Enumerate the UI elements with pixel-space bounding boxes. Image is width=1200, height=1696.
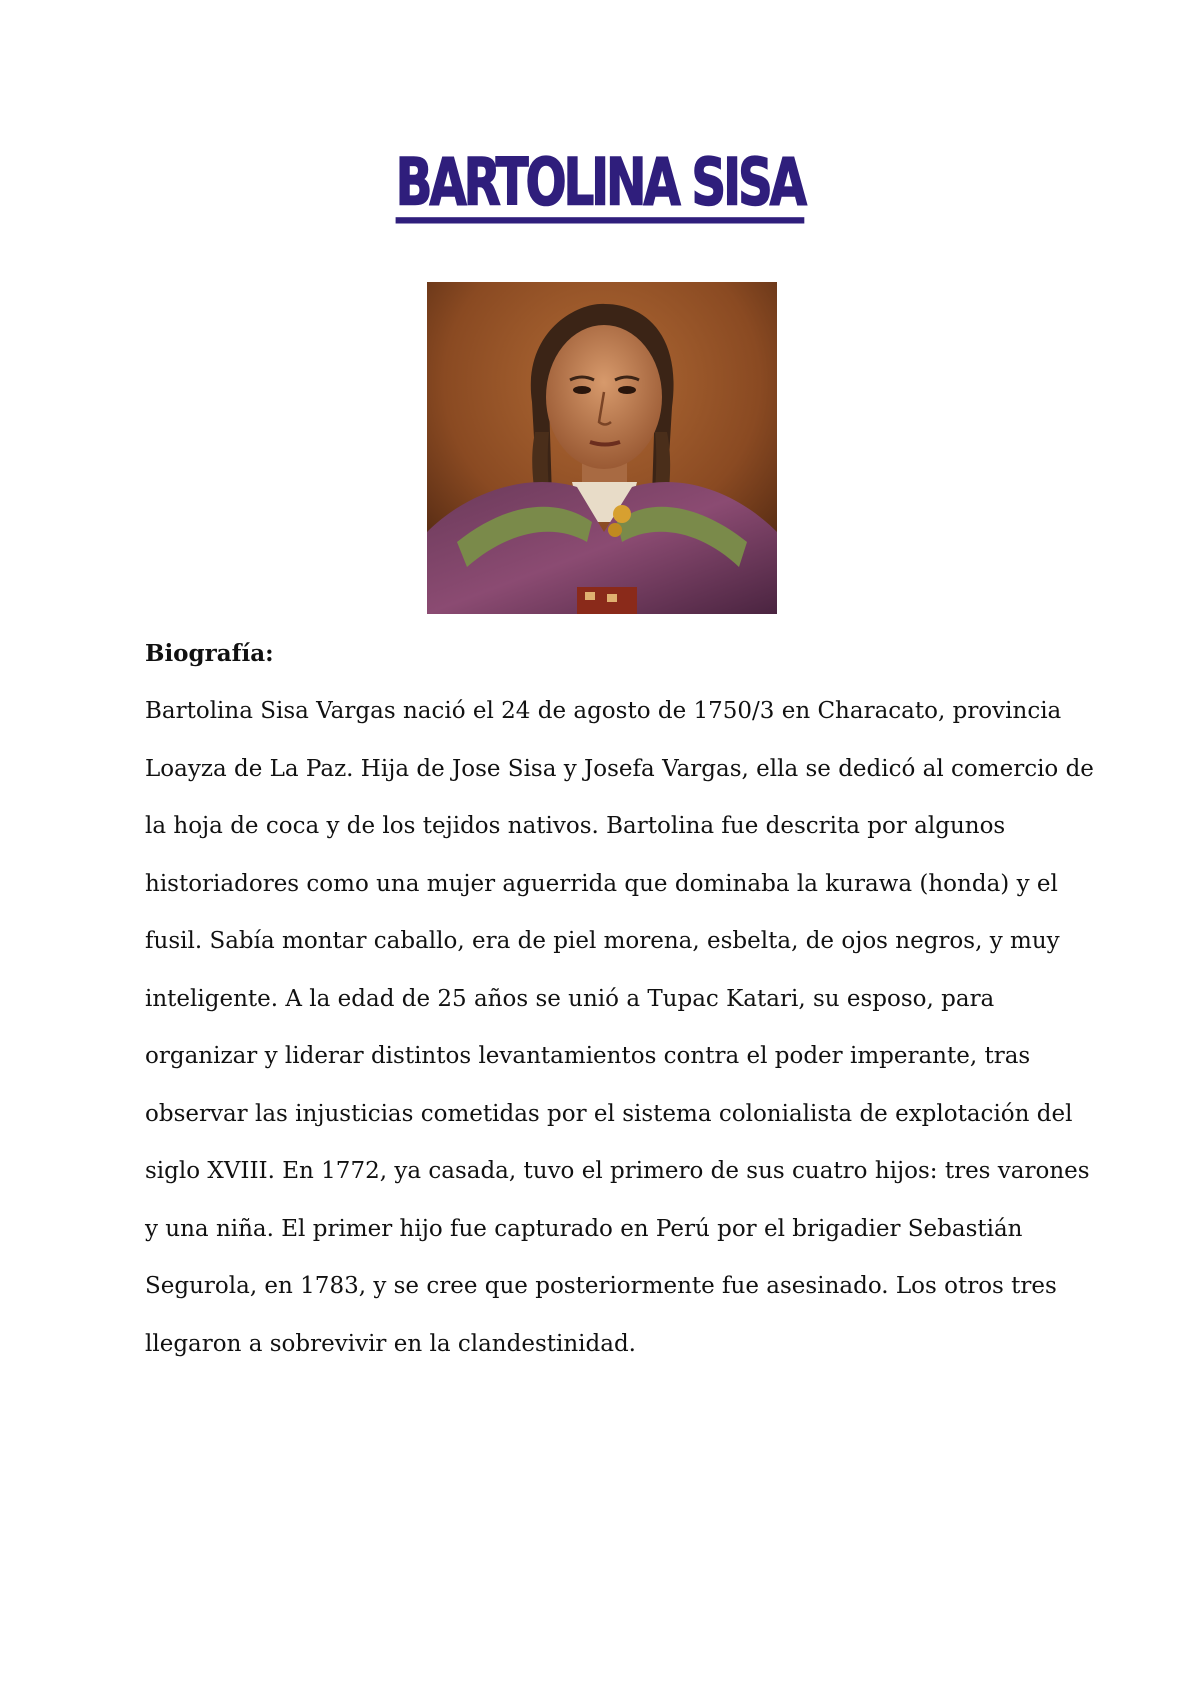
paragraph-line: y una niña. El primer hijo fue capturado en Perú por el brigadier Sebastián bbox=[145, 1215, 1023, 1242]
paragraph-line: historiadores como una mujer aguerrida que dominaba la kurawa (honda) y el bbox=[145, 870, 1058, 897]
paragraph-line: Bartolina Sisa Vargas nació el 24 de agosto de 1750/3 en Characato, provincia bbox=[145, 698, 1062, 724]
paragraph-line: Loayza de La Paz. Hija de Jose Sisa y Josefa Vargas, ella se dedicó al comercio de bbox=[145, 755, 1094, 782]
paragraph-line: siglo XVIII. En 1772, ya casada, tuvo el primero de sus cuatro hijos: tres varones bbox=[145, 1158, 1090, 1184]
paragraph-line: la hoja de coca y de los tejidos nativos. Bartolina fue descrita por algunos bbox=[145, 813, 1006, 839]
paragraph-line: Segurola, en 1783, y se cree que posteriormente fue asesinado. Los otros tres bbox=[145, 1273, 1057, 1299]
document-title-text: BARTOLINA SISA bbox=[396, 150, 804, 224]
document-title bbox=[0, 143, 1200, 221]
paragraph-line: organizar y liderar distintos levantamientos contra el poder imperante, tras bbox=[145, 1043, 1031, 1069]
biography-paragraph bbox=[145, 688, 1094, 1378]
biography-heading: Biografía: bbox=[145, 640, 274, 667]
paragraph-line: llegaron a sobrevivir en la clandestinidad. bbox=[145, 1330, 636, 1357]
paragraph-line: observar las injusticias cometidas por el sistema colonialista de explotación del bbox=[145, 1100, 1073, 1127]
paragraph-line: fusil. Sabía montar caballo, era de piel morena, esbelta, de ojos negros, y muy bbox=[145, 928, 1060, 954]
portrait-image bbox=[427, 282, 777, 614]
paragraph-line: inteligente. A la edad de 25 años se unió a Tupac Katari, su esposo, para bbox=[145, 985, 995, 1012]
